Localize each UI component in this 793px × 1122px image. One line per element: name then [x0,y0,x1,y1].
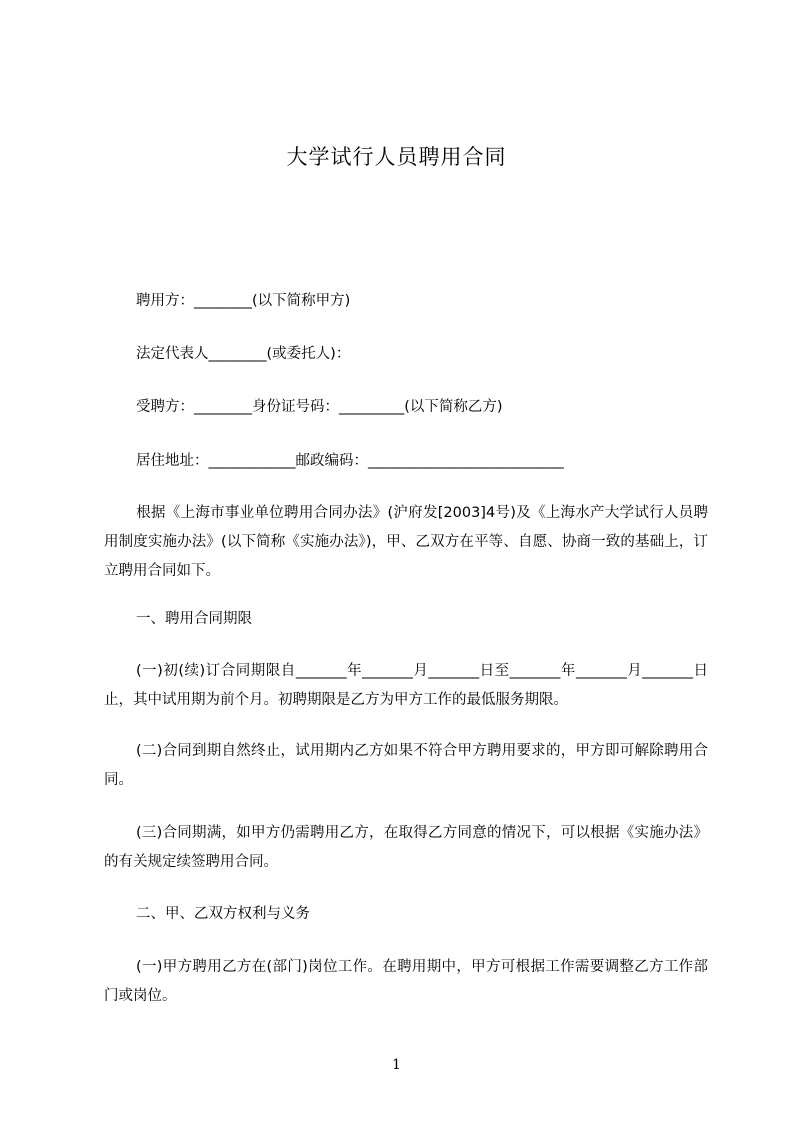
preamble-paragraph [104,499,708,586]
employee-line: 受聘方：________身份证号码：_________(以下简称乙方) [136,399,503,415]
section-1-item-2 [104,737,708,795]
section-1-item-3-text: (三)合同期满，如甲方仍需聘用乙方，在取得乙方同意的情况下，可以根据《实施办法》的有关规定续签聘用合同。 [104,825,708,870]
section-1-item-1-text: (一)初(续)订合同期限自_______年_______月_______日至_______年_______月_______日止，其中试用期为前个月。初聘期限是乙方为甲方工作的最低服务期限。 [104,663,708,708]
address-line: 居住地址：____________邮政编码：___________________________ [136,453,564,469]
section-2-item-1 [104,953,708,1011]
section-1-heading: 一、聘用合同期限 [136,611,252,627]
preamble-text: 根据《上海市事业单位聘用合同办法》(沪府发[2003]4号)及《上海水产大学试行人员聘用制度实施办法》(以下简称《实施办法》)，甲、乙双方在平等、自愿、协商一致的基础上，订立聘用合同如下。 [104,505,708,579]
document-title: 大学试行人员聘用合同 [286,145,507,169]
employer-line: 聘用方：________(以下简称甲方) [136,293,351,309]
section-1-item-2-text: (二)合同到期自然终止，试用期内乙方如果不符合甲方聘用要求的，甲方即可解除聘用合同。 [104,743,708,788]
section-1-item-1 [104,657,708,715]
page-number: 1 [392,1057,401,1073]
section-1-item-3 [104,819,708,877]
section-2-item-1-text: (一)甲方聘用乙方在(部门)岗位工作。在聘用期中，甲方可根据工作需要调整乙方工作部门或岗位。 [104,959,708,1004]
section-2-heading: 二、甲、乙双方权利与义务 [136,906,310,922]
legal-representative-line: 法定代表人________(或委托人)： [136,346,351,362]
